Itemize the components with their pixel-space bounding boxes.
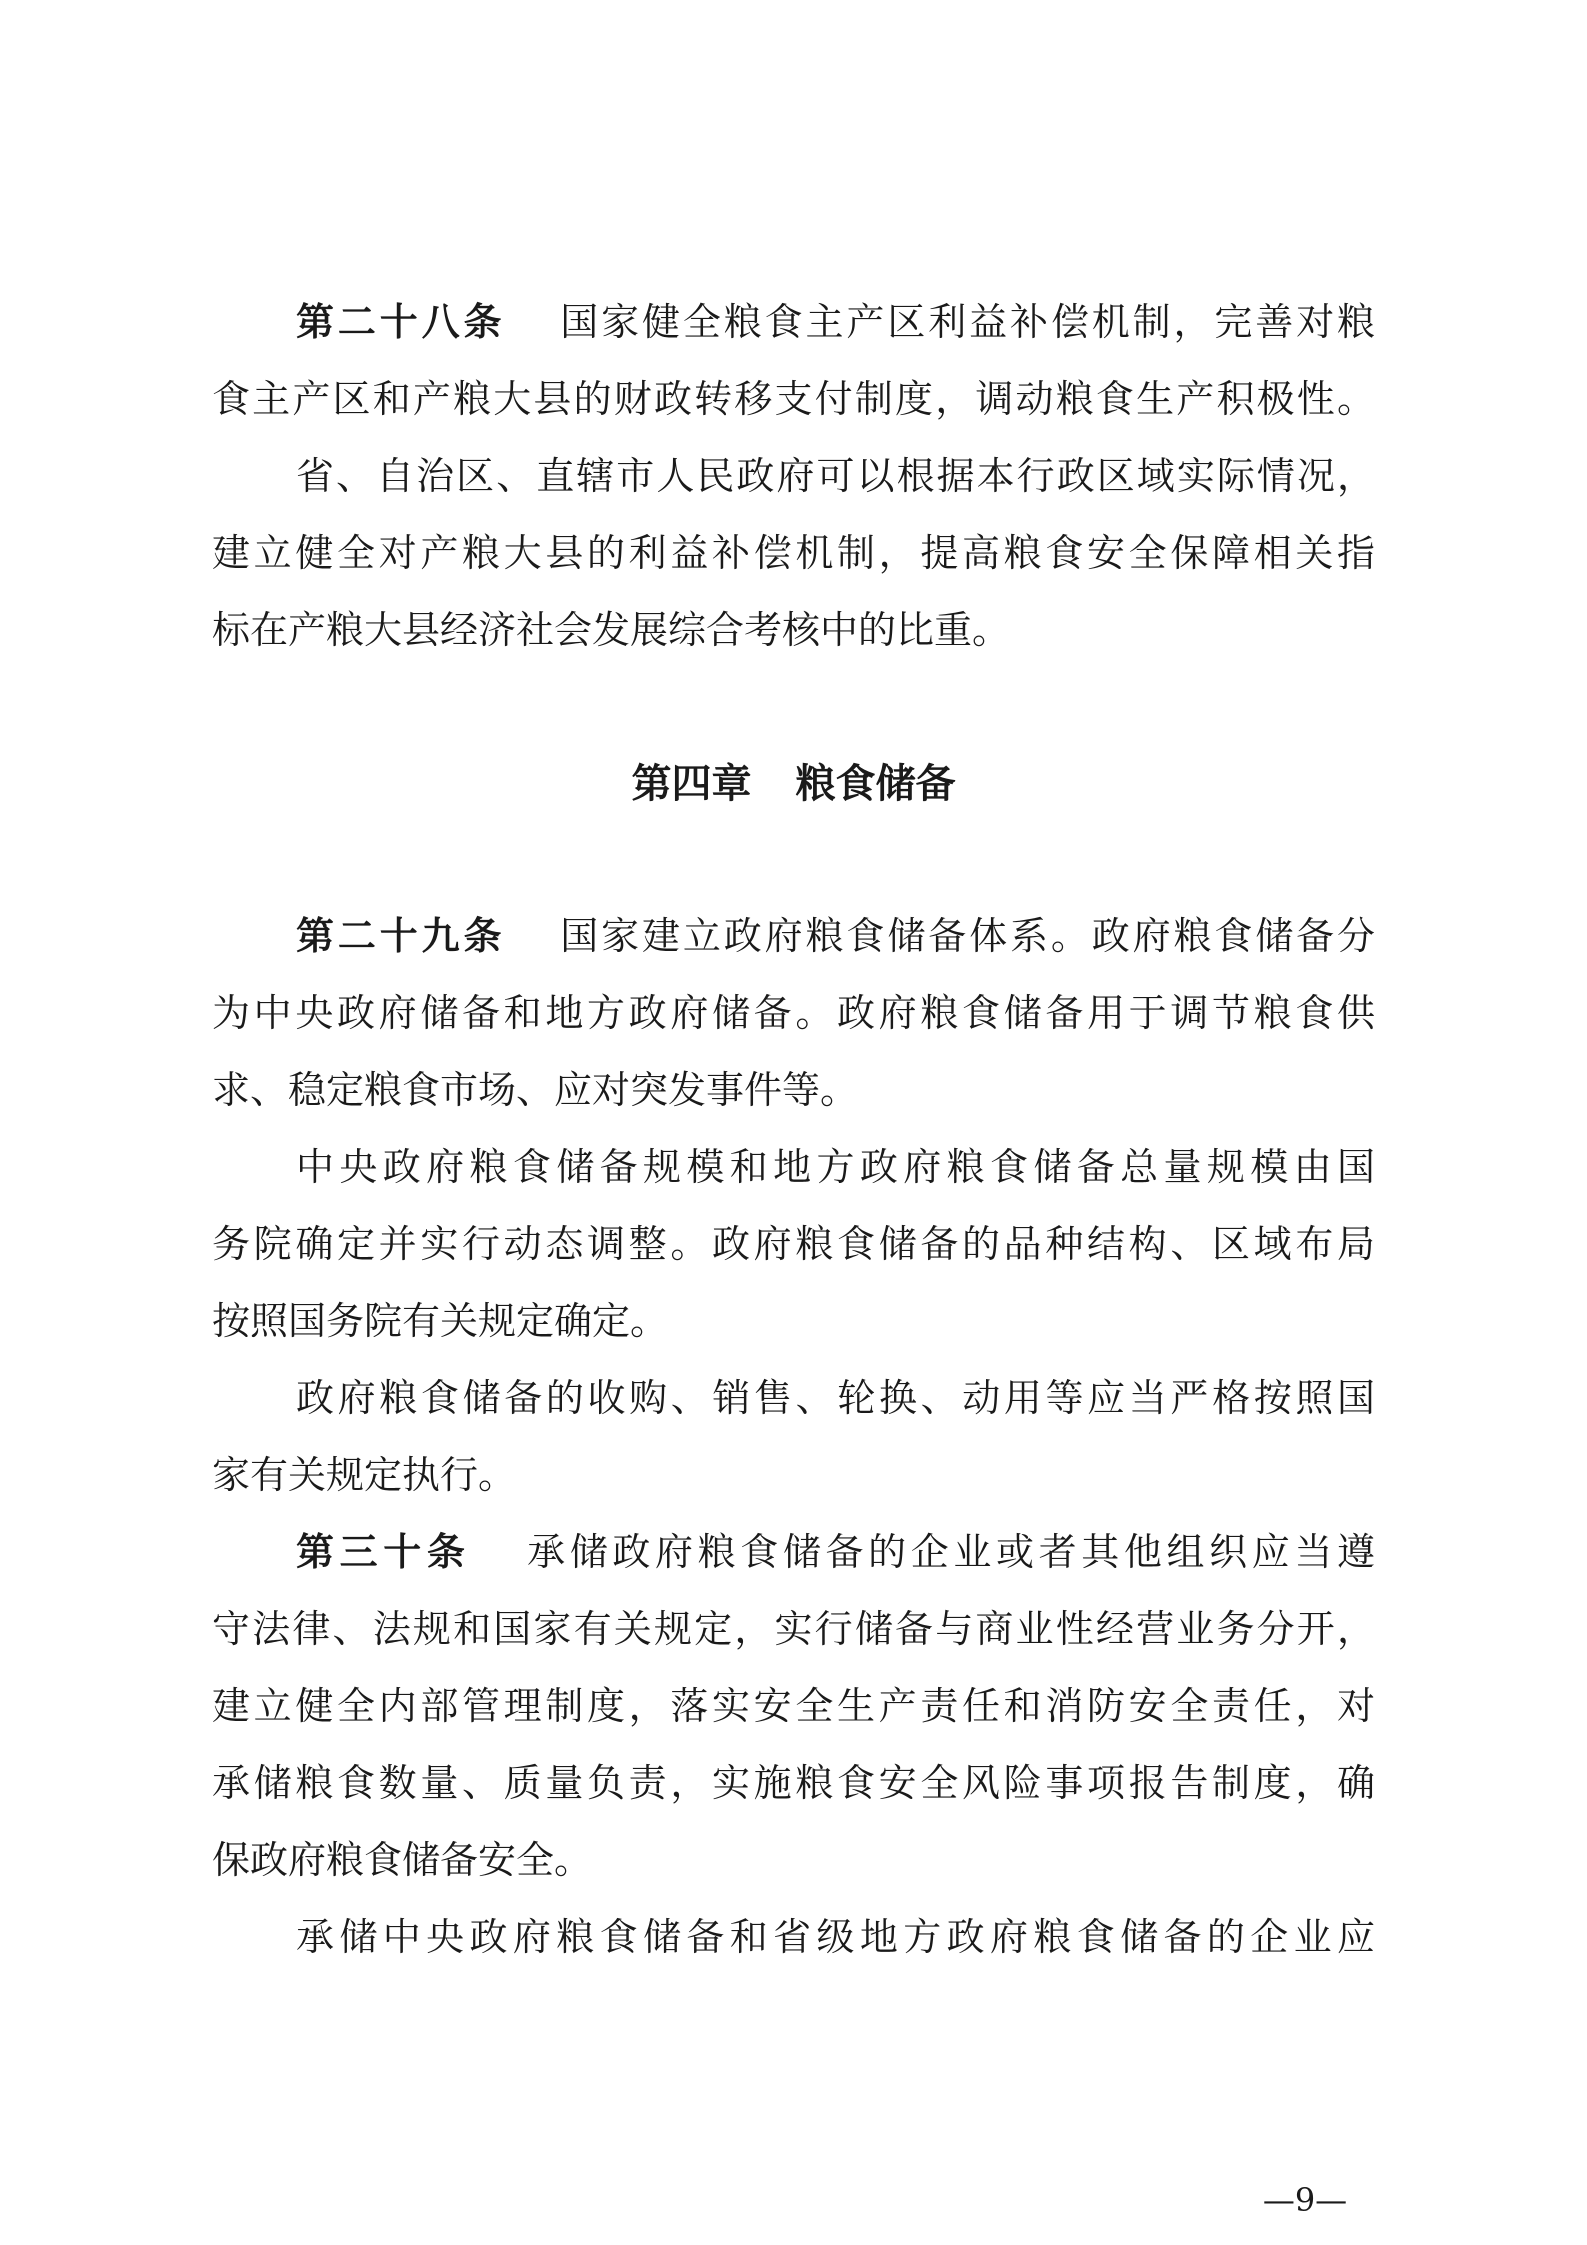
- article-28-number: 第二十八条: [296, 300, 506, 344]
- article-29-number: 第二十九条: [296, 914, 506, 958]
- article-28-line-1: [296, 296, 1375, 348]
- article-28-para2-line-2: 建立健全对产粮大县的利益补偿机制，提高粮食安全保障相关指: [212, 531, 1375, 575]
- article-28-line-2: 食主产区和产粮大县的财政转移支付制度，调动粮食生产积极性。: [212, 377, 1375, 421]
- article-29-line-3: 求、稳定粮食市场、应对突发事件等。: [212, 1068, 859, 1112]
- article-30-para2-line-1: 承储中央政府粮食储备和省级地方政府粮食储备的企业应: [296, 1915, 1375, 1959]
- article-29-text: 国家建立政府粮食储备体系。政府粮食储备分: [557, 914, 1375, 958]
- article-30-line-5: 保政府粮食储备安全。: [212, 1838, 593, 1882]
- article-29-para3-line-2: 家有关规定执行。: [212, 1453, 517, 1497]
- article-28-para2-line-1: 省、自治区、直辖市人民政府可以根据本行政区域实际情况，: [296, 454, 1375, 498]
- chapter-number: 第四章: [631, 761, 752, 807]
- article-30-number: 第三十条: [296, 1530, 471, 1574]
- article-29-para3-line-1: 政府粮食储备的收购、销售、轮换、动用等应当严格按照国: [296, 1376, 1375, 1420]
- article-30-line-2: 守法律、法规和国家有关规定，实行储备与商业性经营业务分开，: [212, 1607, 1375, 1651]
- article-30-line-3: 建立健全内部管理制度，落实安全生产责任和消防安全责任，对: [212, 1684, 1375, 1728]
- chapter-title: 粮食储备: [795, 761, 956, 807]
- page-number: —9—: [1262, 2181, 1348, 2219]
- article-29-para2-line-1: 中央政府粮食储备规模和地方政府粮食储备总量规模由国: [296, 1145, 1375, 1189]
- article-29-line-1: [296, 910, 1375, 962]
- article-28-para2-line-3: 标在产粮大县经济社会发展综合考核中的比重。: [212, 608, 1011, 652]
- article-30-line-4: 承储粮食数量、质量负责，实施粮食安全风险事项报告制度，确: [212, 1761, 1375, 1805]
- article-29-line-2: 为中央政府储备和地方政府储备。政府粮食储备用于调节粮食供: [212, 991, 1375, 1035]
- article-30-line-1: [296, 1526, 1375, 1578]
- article-29-para2-line-3: 按照国务院有关规定确定。: [212, 1299, 669, 1343]
- chapter-heading: [0, 756, 1587, 812]
- article-30-text: 承储政府粮食储备的企业或者其他组织应当遵: [522, 1530, 1375, 1574]
- article-29-para2-line-2: 务院确定并实行动态调整。政府粮食储备的品种结构、区域布局: [212, 1222, 1375, 1266]
- article-28-text: 国家健全粮食主产区利益补偿机制，完善对粮: [557, 300, 1375, 344]
